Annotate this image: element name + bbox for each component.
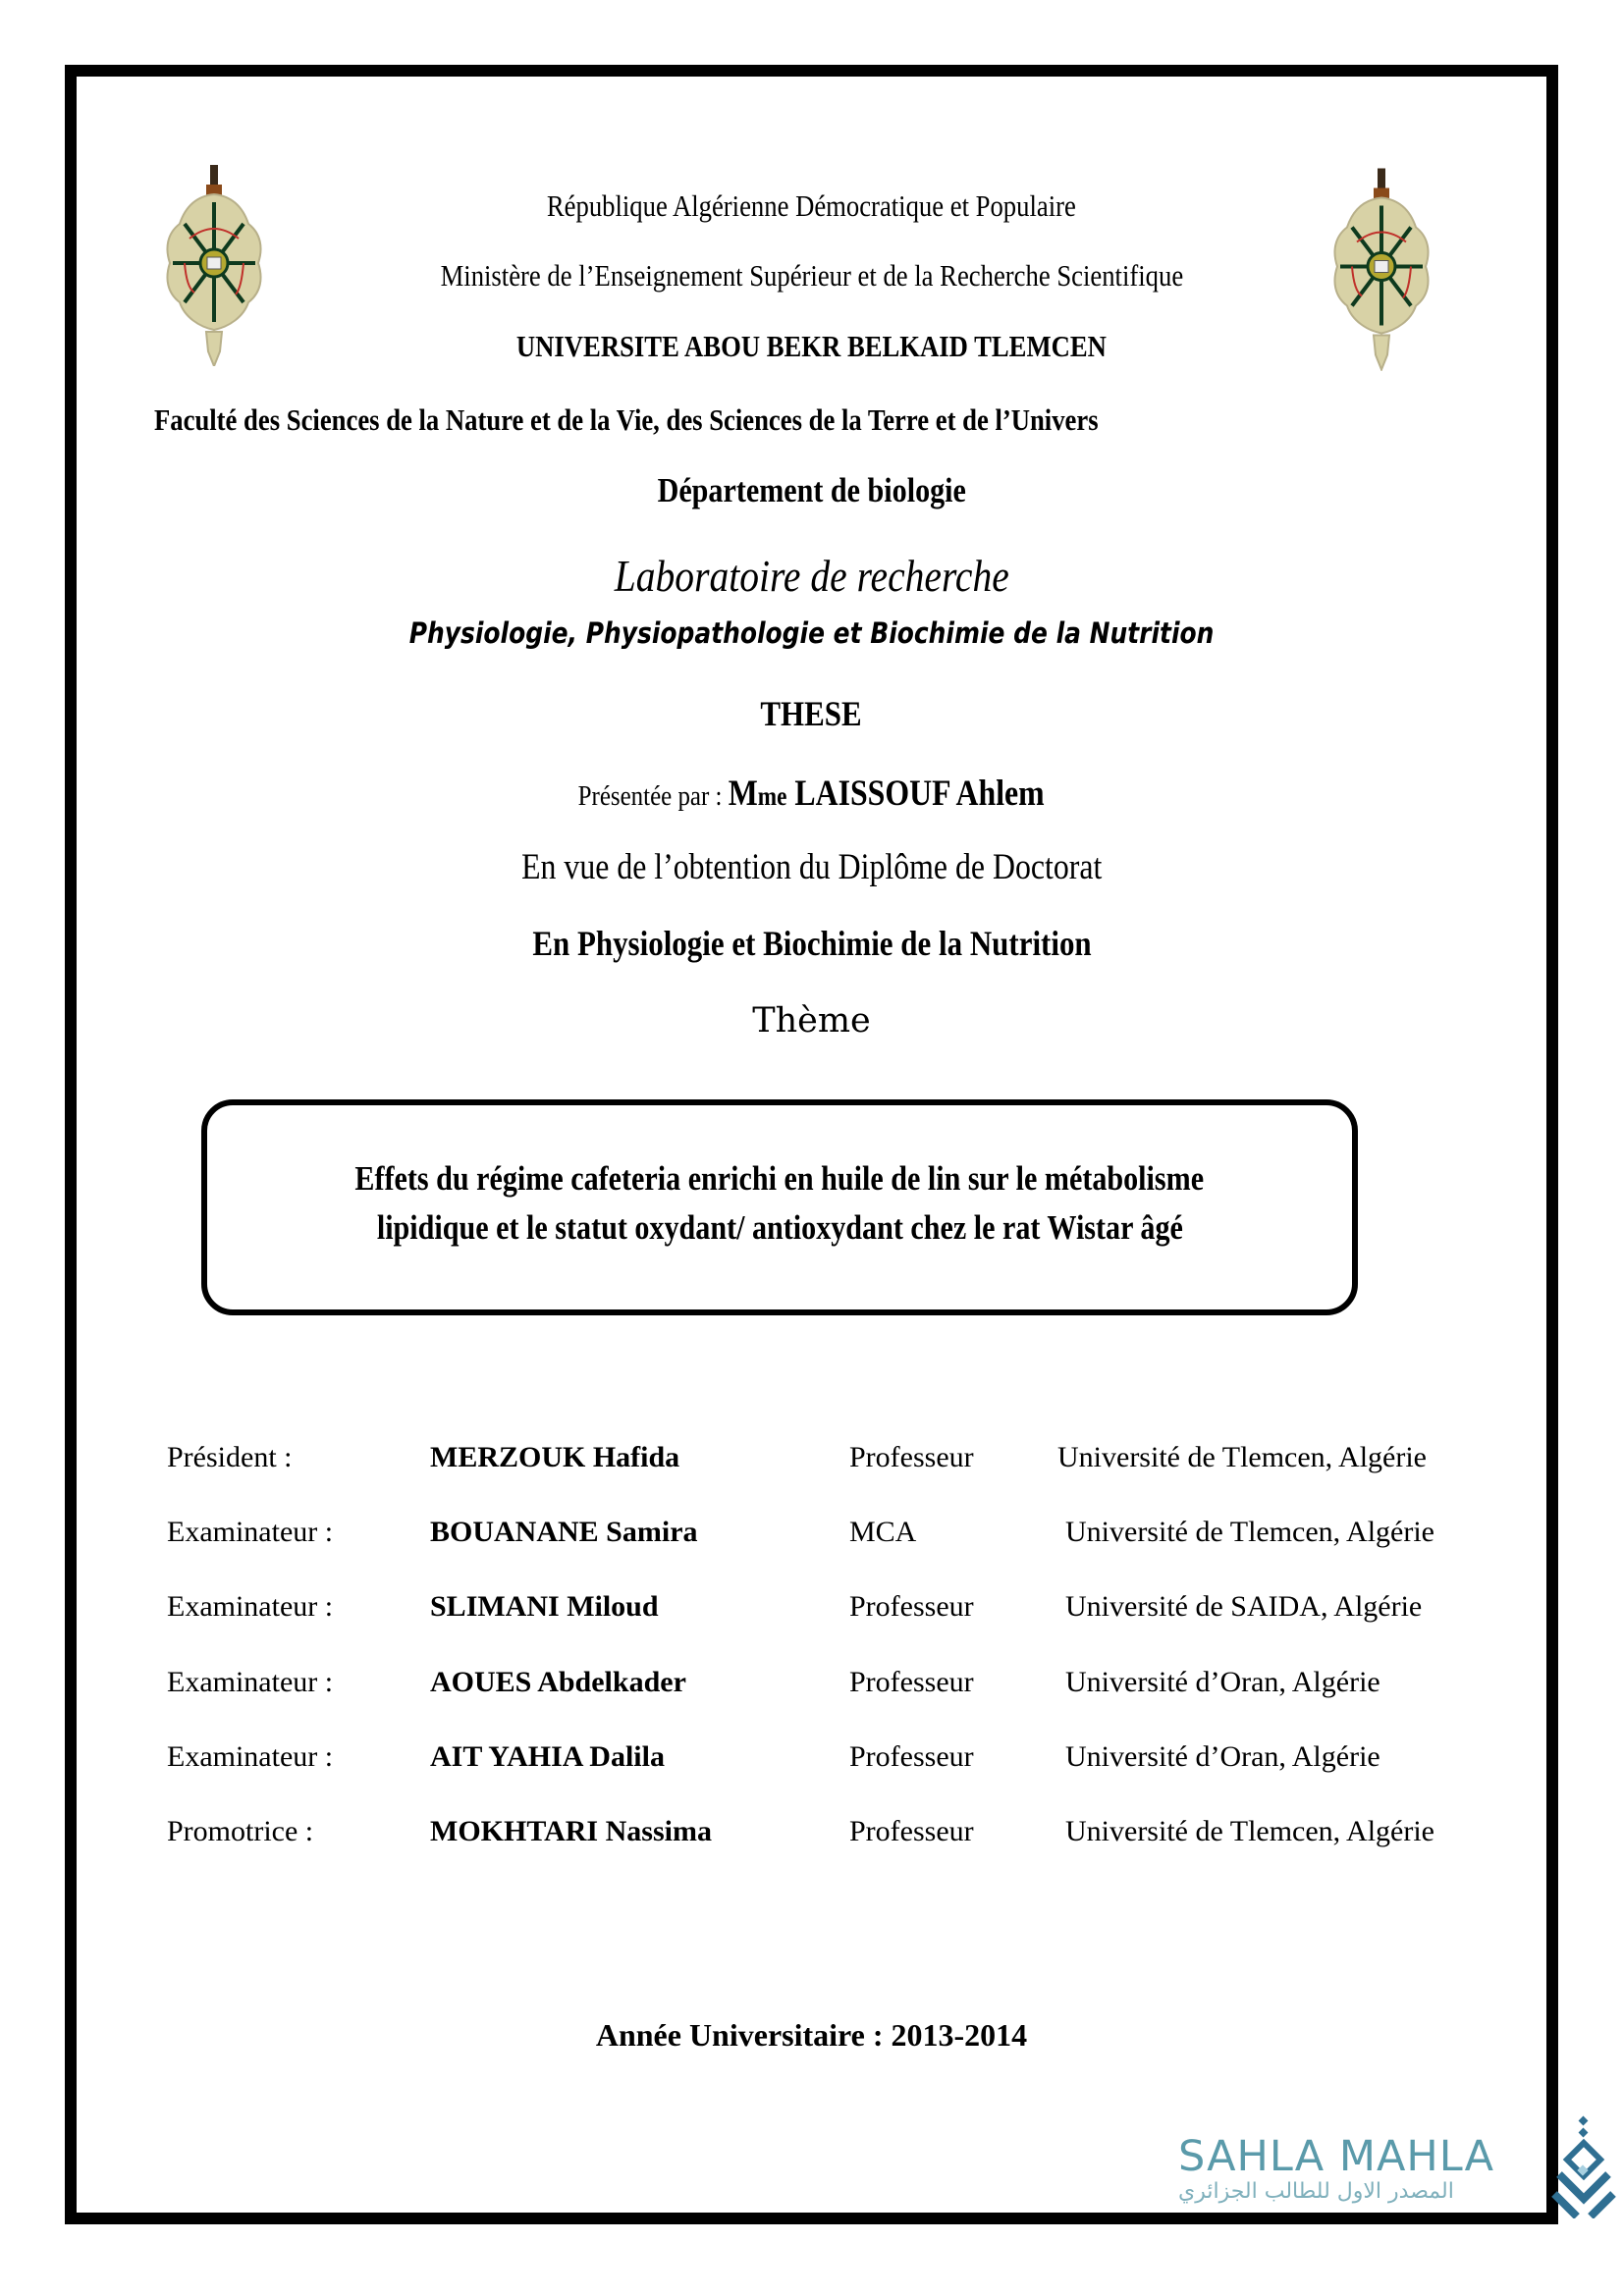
theme-label: Thème (752, 1001, 871, 1041)
jury-role: Examinateur : (167, 1666, 334, 1698)
jury-role: Examinateur : (167, 1516, 334, 1548)
speciality-line: En Physiologie et Biochimie de la Nutrition (531, 924, 1092, 963)
jury-row (0, 1441, 1623, 1480)
ministry-heading: Ministère de l’Enseignement Supérieur et de la Recherche Scientifique (440, 258, 1183, 293)
laboratory-title: Laboratoire de recherche (614, 551, 1009, 601)
jury-role: Promotrice : (167, 1815, 314, 1847)
watermark-subtitle: المصدر الاول للطالب الجزائري (1178, 2179, 1454, 2204)
jury-affiliation: Université de Tlemcen, Algérie (1057, 1441, 1427, 1473)
department-heading: Département de biologie (657, 471, 966, 509)
jury-name: SLIMANI Miloud (430, 1590, 659, 1623)
thesis-type: THESE (760, 694, 863, 733)
jury-rank: Professeur (849, 1590, 974, 1623)
author-name: Mme LAISSOUF Ahlem (729, 774, 1046, 814)
jury-row (0, 1666, 1623, 1705)
jury-rank: Professeur (849, 1441, 974, 1473)
faculty-heading: Faculté des Sciences de la Nature et de la Vie, des Sciences de la Terre et de l’Univers (154, 402, 1099, 437)
degree-line: En vue de l’obtention du Diplôme de Doctorat (520, 847, 1103, 887)
jury-role: Président : (167, 1441, 293, 1473)
laboratory-name: Physiologie, Physiopathologie et Biochimie de la Nutrition (408, 616, 1215, 650)
jury-row (0, 1740, 1623, 1780)
sahla-mahla-calligraphy-icon (1549, 2115, 1618, 2218)
university-heading: UNIVERSITE ABOU BEKR BELKAID TLEMCEN (515, 329, 1107, 363)
academic-year: Année Universitaire : 2013-2014 (595, 2017, 1028, 2053)
theme-box (201, 1099, 1358, 1315)
jury-name: AIT YAHIA Dalila (430, 1740, 665, 1773)
jury-affiliation: Université de Tlemcen, Algérie (1065, 1815, 1434, 1847)
jury-row (0, 1815, 1623, 1854)
jury-name: MOKHTARI Nassima (430, 1815, 712, 1847)
jury-role: Examinateur : (167, 1740, 334, 1773)
republic-heading: République Algérienne Démocratique et Populaire (547, 188, 1076, 223)
jury-row (0, 1590, 1623, 1629)
jury-row (0, 1516, 1623, 1555)
jury-name: MERZOUK Hafida (430, 1441, 680, 1473)
jury-rank: Professeur (849, 1815, 974, 1847)
theme-title: Effets du régime cafeteria enrichi en huile de lin sur le métabolisme lipidique et le statut oxydant/ antioxydant chez le rat Wistar âgé (354, 1159, 1205, 1247)
sahla-mahla-watermark[interactable] (1178, 2132, 1495, 2206)
jury-affiliation: Université d’Oran, Algérie (1065, 1740, 1380, 1773)
jury-affiliation: Université de Tlemcen, Algérie (1065, 1516, 1434, 1548)
jury-rank: MCA (849, 1516, 917, 1548)
jury-name: BOUANANE Samira (430, 1516, 698, 1548)
jury-role: Examinateur : (167, 1590, 334, 1623)
jury-rank: Professeur (849, 1740, 974, 1773)
presented-by-label: Présentée par : (577, 780, 723, 812)
watermark-title: SAHLA MAHLA (1178, 2132, 1495, 2181)
jury-rank: Professeur (849, 1666, 974, 1698)
jury-affiliation: Université de SAIDA, Algérie (1065, 1590, 1423, 1623)
jury-name: AOUES Abdelkader (430, 1666, 686, 1698)
presented-by-line (0, 773, 1623, 815)
jury-affiliation: Université d’Oran, Algérie (1065, 1666, 1380, 1698)
